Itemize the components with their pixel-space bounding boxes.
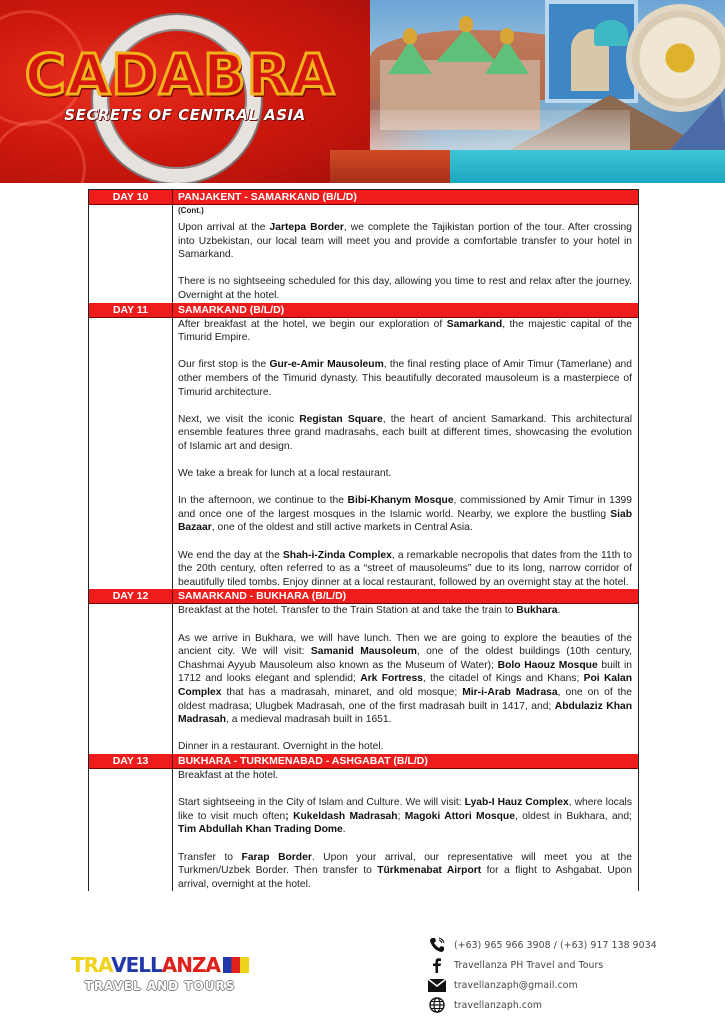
description-paragraph <box>178 318 632 345</box>
highlighted-place: Mir-i-Arab Madrasa <box>462 687 558 698</box>
paragraph-text: , oldest in Bukhara, and; <box>514 810 632 822</box>
paragraph-text: . Upon your arrival, our representative will meet you at the Turkmen/Uzbek Border. Then transfer to <box>178 851 632 877</box>
highlighted-place: Abdulaziz Khan Madrasah <box>178 700 633 726</box>
day-label: DAY 12 <box>89 589 173 603</box>
contact-facebook <box>428 955 698 975</box>
paragraph-text: , the majestic capital of the Timurid Empire. <box>178 318 632 344</box>
highlighted-place: Ark Fortress <box>360 673 423 685</box>
highlighted-place: Bolo Haouz Mosque <box>497 659 598 671</box>
day-title: PANJAKENT - SAMARKAND (B/L/D) <box>178 191 357 203</box>
highlighted-place: Magoki Attori Mosque <box>404 810 515 822</box>
day-header-row <box>89 589 638 604</box>
day-label: DAY 13 <box>89 754 173 768</box>
paragraph-text: for a flight to Ashgabat. Upon arrival, overnight at the hotel. <box>178 865 632 890</box>
cathedral-roof <box>485 40 529 74</box>
paragraph-text: , where locals like to visit much often <box>178 797 632 822</box>
cathedral-roof <box>388 40 432 74</box>
banner-blue-mountain <box>665 95 725 155</box>
day-body-row <box>89 205 638 303</box>
highlighted-place: Bibi-Khanym Mosque <box>347 495 454 507</box>
logo-text-blue: VELL <box>111 953 162 977</box>
highlighted-place: Siab Bazaar <box>178 508 632 534</box>
banner-lake <box>450 150 725 183</box>
description-paragraph <box>178 467 632 481</box>
brand-title: CADABRA <box>24 43 336 108</box>
day-description <box>173 205 638 303</box>
continued-note: (Cont.) <box>178 206 204 215</box>
paragraph-text: Breakfast at the hotel. <box>178 769 279 781</box>
globe-icon <box>428 997 446 1013</box>
description-paragraph <box>178 358 632 399</box>
day-left-cell <box>89 604 173 754</box>
paragraph-text: , the final resting place of Amir Timur (Tamerlane) and other members of the Timurid dynasty. This beautifully decorated mausoleum is a masterpiece of Timurid architecture. <box>178 359 632 398</box>
travellanza-logo <box>60 953 260 993</box>
paragraph-text: As we arrive in Bukhara, we will have lunch. Then we are going to explore the beauties of the ancient city. We will visit: <box>178 632 632 658</box>
paragraph-text: , we complete the Tajikistan portion of the tour. After crossing into Uzbekistan, our local team will meet you and provide a comfortable transfer to your hotel in Samarkand. <box>178 222 633 261</box>
day-label: DAY 10 <box>89 190 173 204</box>
highlighted-place: Samarkand <box>446 318 503 330</box>
day-body-row <box>89 769 638 891</box>
paragraph-text: Dinner in a restaurant. Overnight in the hotel. <box>178 741 384 753</box>
contact-phone <box>428 935 698 955</box>
highlighted-place: Bukhara <box>516 605 558 617</box>
day-title: SAMARKAND (B/L/D) <box>178 303 285 316</box>
day-label: DAY 11 <box>89 303 173 317</box>
paragraph-text: After breakfast at the hotel, we begin our exploration of <box>178 318 447 330</box>
day-title: BUKHARA - TURKMENABAD - ASHGABAT (B/L/D) <box>178 754 428 767</box>
description-paragraph <box>178 740 632 754</box>
highlighted-place: Samanid Mausoleum <box>310 646 417 658</box>
paragraph-text: , one of the oldest and still active markets in Central Asia. <box>211 522 473 534</box>
description-paragraph <box>178 796 632 837</box>
email-icon <box>428 977 446 993</box>
paragraph-text: . <box>557 605 561 617</box>
description-paragraph <box>178 604 632 618</box>
description-paragraph <box>178 413 632 454</box>
email-address[interactable]: travellanzaph@gmail.com <box>454 979 578 991</box>
banner-madrasa <box>545 0 638 103</box>
logo-wordmark <box>60 953 260 977</box>
highlighted-place: Türkmenabat Airport <box>377 865 482 877</box>
logo-text-red: ANZA <box>161 953 220 977</box>
phone-icon <box>428 937 446 953</box>
highlighted-place: Farap Border <box>241 851 312 863</box>
day-left-cell <box>89 769 173 891</box>
paragraph-text: Breakfast at the hotel. Transfer to the Train Station at and take the train to <box>178 605 517 617</box>
paragraph-text: ; <box>397 810 405 822</box>
highlighted-place: Tim Abdullah Khan Trading Dome <box>178 824 343 836</box>
highlighted-place: Shah-i-Zinda Complex <box>282 549 392 561</box>
paragraph-text: , a medieval madrasah built in 1651. <box>226 714 392 726</box>
banner-mist <box>370 110 630 155</box>
paragraph-text: Our first stop is the <box>178 359 270 371</box>
highlighted-place: Lyab-I Hauz Complex <box>464 797 569 809</box>
day-left-cell <box>89 318 173 590</box>
description-paragraph <box>178 221 632 262</box>
day-title: SAMARKAND - BUKHARA (B/L/D) <box>178 590 347 603</box>
paragraph-text: that has a madrasah, minaret, and old mosque; <box>221 687 463 698</box>
banner-blue-dome <box>594 20 628 46</box>
description-paragraph <box>178 632 632 727</box>
paragraph-text: Start sightseeing in the City of Islam and Culture. We will visit: <box>178 797 465 809</box>
paragraph-text: , a remarkable necropolis that dates from the 11th to the 20th century, often referred to as a “street of mausoleums” due to its long, narrow corridor of beautifully tiled tombs. Enjoy dinner at a local restaurant, followed by an overnight stay at the hotel. <box>178 549 632 588</box>
facebook-page[interactable]: Travellanza PH Travel and Tours <box>454 959 604 971</box>
paragraph-text: Upon arrival at the <box>178 222 270 233</box>
paragraph-text: Next, we visit the iconic <box>178 413 300 425</box>
paragraph-text: We take a break for lunch at a local restaurant. <box>178 468 392 480</box>
day-left-cell <box>89 205 173 303</box>
website-url[interactable]: travellanzaph.com <box>454 999 543 1011</box>
day-description <box>173 318 638 590</box>
paragraph-text: , the citadel of Kings and Khans; <box>422 673 584 685</box>
highlighted-place: Registan Square <box>299 413 383 425</box>
paragraph-text: , one on of the oldest madrasa; Ulugbek Madrasah, one of the first madrasah built in 1417, and; <box>178 687 632 712</box>
paragraph-text: , commissioned by Amir Timur in 1399 and once one of the largest mosques in the Islamic world. Nearby, we explore the bustling <box>178 495 632 520</box>
cathedral-dome <box>403 28 417 44</box>
day-body-row <box>89 604 638 754</box>
description-paragraph <box>178 851 632 892</box>
highlighted-place: ; Kukeldash Madrasah <box>285 810 398 822</box>
paragraph-text: In the afternoon, we continue to the <box>178 495 348 507</box>
day-header-row <box>89 303 638 318</box>
header-banner <box>0 0 725 183</box>
description-paragraph <box>178 275 632 302</box>
paragraph-text: built in 1712 and looks elegant and splendid; <box>178 659 632 685</box>
contact-website <box>428 995 698 1015</box>
cathedral-dome <box>500 28 514 44</box>
day-header-row <box>89 190 638 205</box>
day-description <box>173 604 638 754</box>
day-body-row <box>89 318 638 590</box>
highlighted-place: Jartepa Border <box>269 222 344 233</box>
paragraph-text: Transfer to <box>178 851 242 863</box>
day-description <box>173 769 638 891</box>
contact-list <box>428 935 698 1015</box>
facebook-icon <box>428 957 446 973</box>
highlighted-place: Poi Kalan Complex <box>178 673 633 698</box>
paragraph-text: We end the day at the <box>178 549 283 561</box>
paragraph-text: , the heart of ancient Samarkand. This architectural ensemble features three grand madrasahs, each built at different times, showcasing the evolution of Islamic art and design. <box>178 413 632 452</box>
description-paragraph <box>178 494 632 535</box>
description-paragraph <box>178 549 632 590</box>
paragraph-text: There is no sightseeing scheduled for this day, allowing you time to rest and relax after the journey. Overnight at the hotel. <box>178 276 632 301</box>
logo-tagline: TRAVEL AND TOURS <box>84 979 236 993</box>
day-header-row <box>89 754 638 769</box>
highlighted-place: Gur-e-Amir Mausoleum <box>269 359 384 371</box>
contact-email <box>428 975 698 995</box>
cathedral-dome <box>459 16 473 32</box>
description-paragraph <box>178 769 632 783</box>
banner-canyon <box>330 150 460 183</box>
paragraph-text: . <box>342 824 346 836</box>
logo-ph-flag <box>223 957 249 973</box>
itinerary-table <box>88 189 639 891</box>
paragraph-text: , one of the oldest buildings (10th century, Chashmai Ayyub Mausoleum also known as the Museum of Water); <box>178 646 633 671</box>
phone-numbers: (+63) 965 966 3908 / (+63) 917 138 9034 <box>454 939 657 951</box>
brand-subtitle: SECRETS OF CENTRAL ASIA <box>64 106 306 124</box>
logo-text-yellow: TRA <box>70 953 112 977</box>
